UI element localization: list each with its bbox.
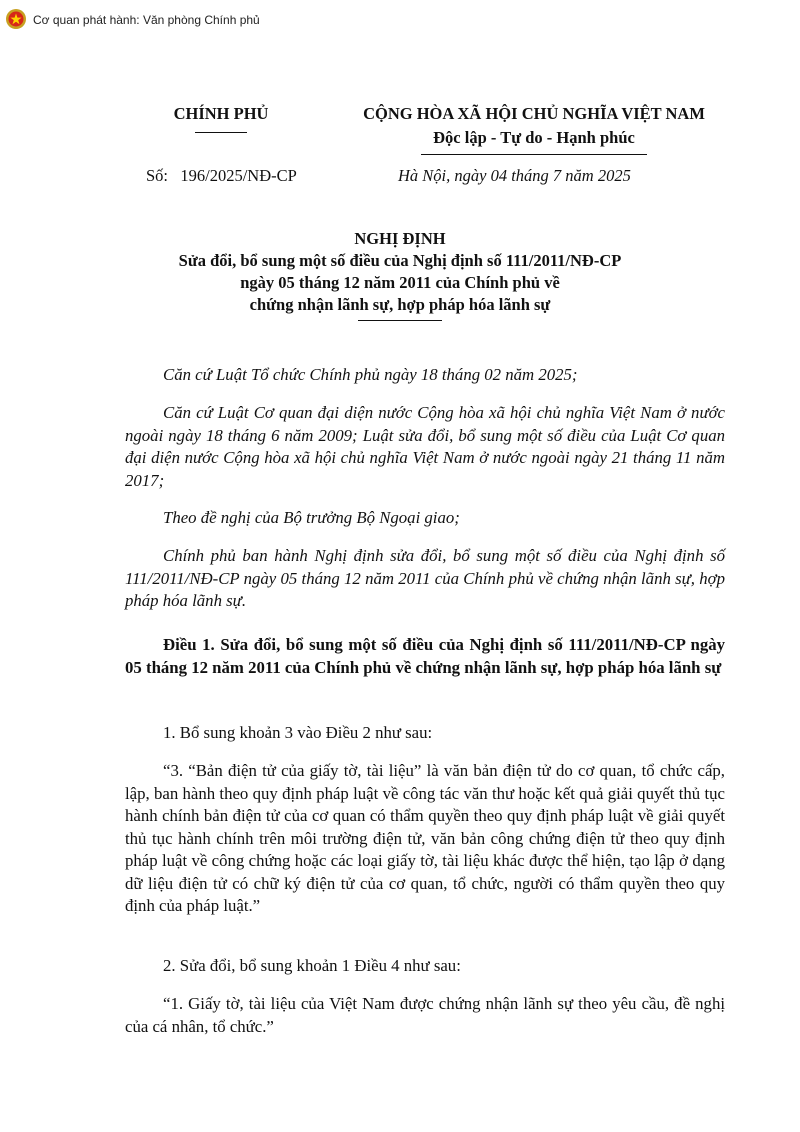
quoted-clause-text: “1. Giấy tờ, tài liệu của Việt Nam được chứng nhận lãnh sự theo yêu cầu, đề nghị của cá nhân, tổ chức.” <box>125 994 725 1036</box>
title-line: Sửa đổi, bổ sung một số điều của Nghị định số 111/2011/NĐ-CP <box>178 251 622 270</box>
quoted-clause-text: “3. “Bản điện tử của giấy tờ, tài liệu” là văn bản điện tử do cơ quan, tổ chức cấp, lập, ban hành theo quy định pháp luật về công tác văn thư hoặc kết quả giải quyết thủ tục hành chính bản điện tử của cơ quan có thẩm quyền theo quy định pháp luật về giải quyết thủ tục hành chính trên môi trường điện tử, văn bản công chứng điện tử theo quy định pháp luật về công chứng hoặc các loại giấy tờ, tài liệu khác được thể hiện, tạo lập ở dạng dữ liệu điện tử có chữ ký điện tử của cơ quan, tổ chức, người có thẩm quyền theo quy định của pháp luật.” <box>125 761 725 915</box>
article-1-heading: Điều 1. Sửa đổi, bổ sung một số điều của Nghị định số 111/2011/NĐ-CP ngày 05 tháng 12 năm 2011 của Chính phủ về chứng nhận lãnh sự, hợp pháp hóa lãnh sự <box>125 635 725 677</box>
article-heading <box>125 634 725 679</box>
document-title <box>100 228 700 321</box>
quoted-clause <box>125 760 725 918</box>
divider <box>421 154 647 155</box>
preamble-paragraph: Căn cứ Luật Tổ chức Chính phủ ngày 18 tháng 02 năm 2025; <box>163 365 578 384</box>
source-bar <box>0 0 800 40</box>
document-number: Số: 196/2025/NĐ-CP <box>146 166 297 185</box>
preamble-paragraph: Căn cứ Luật Cơ quan đại diện nước Cộng hòa xã hội chủ nghĩa Việt Nam ở nước ngoài ngày 18 tháng 6 năm 2009; Luật sửa đổi, bổ sung một số điều của Luật Cơ quan đại diện nước Cộng hòa xã hội chủ nghĩa Việt Nam ở nước ngoài ngày 21 tháng 11 năm 2017; <box>125 403 725 490</box>
divider <box>195 132 247 133</box>
issuer-label: Cơ quan phát hành: Văn phòng Chính phủ <box>33 13 260 27</box>
preamble <box>125 364 725 387</box>
article-item <box>125 722 725 745</box>
national-header <box>336 102 732 155</box>
national-emblem-icon <box>5 8 27 30</box>
article-item-2: 2. Sửa đổi, bổ sung khoản 1 Điều 4 như sau: <box>163 956 461 975</box>
preamble <box>125 545 725 613</box>
quoted-clause <box>125 993 725 1038</box>
preamble <box>125 402 725 492</box>
government-title: CHÍNH PHỦ <box>173 104 269 123</box>
government-header <box>146 102 296 133</box>
divider <box>358 320 442 321</box>
national-motto: Độc lập - Tự do - Hạnh phúc <box>433 128 635 147</box>
preamble-paragraph: Theo đề nghị của Bộ trưởng Bộ Ngoại giao; <box>163 508 460 527</box>
title-line: chứng nhận lãnh sự, hợp pháp hóa lãnh sự <box>249 295 551 314</box>
article-item <box>125 955 725 978</box>
document-type: NGHỊ ĐỊNH <box>354 229 446 248</box>
title-line: ngày 05 tháng 12 năm 2011 của Chính phủ về <box>240 273 560 292</box>
document-date: Hà Nội, ngày 04 tháng 7 năm 2025 <box>398 166 631 185</box>
article-item-1: 1. Bổ sung khoản 3 vào Điều 2 như sau: <box>163 723 433 742</box>
national-title: CỘNG HÒA XÃ HỘI CHỦ NGHĨA VIỆT NAM <box>363 104 705 123</box>
preamble <box>125 507 725 530</box>
preamble-paragraph: Chính phủ ban hành Nghị định sửa đổi, bổ sung một số điều của Nghị định số 111/2011/NĐ-CP ngày 05 tháng 12 năm 2011 của Chính phủ về chứng nhận lãnh sự, hợp pháp hóa lãnh sự. <box>125 546 725 610</box>
